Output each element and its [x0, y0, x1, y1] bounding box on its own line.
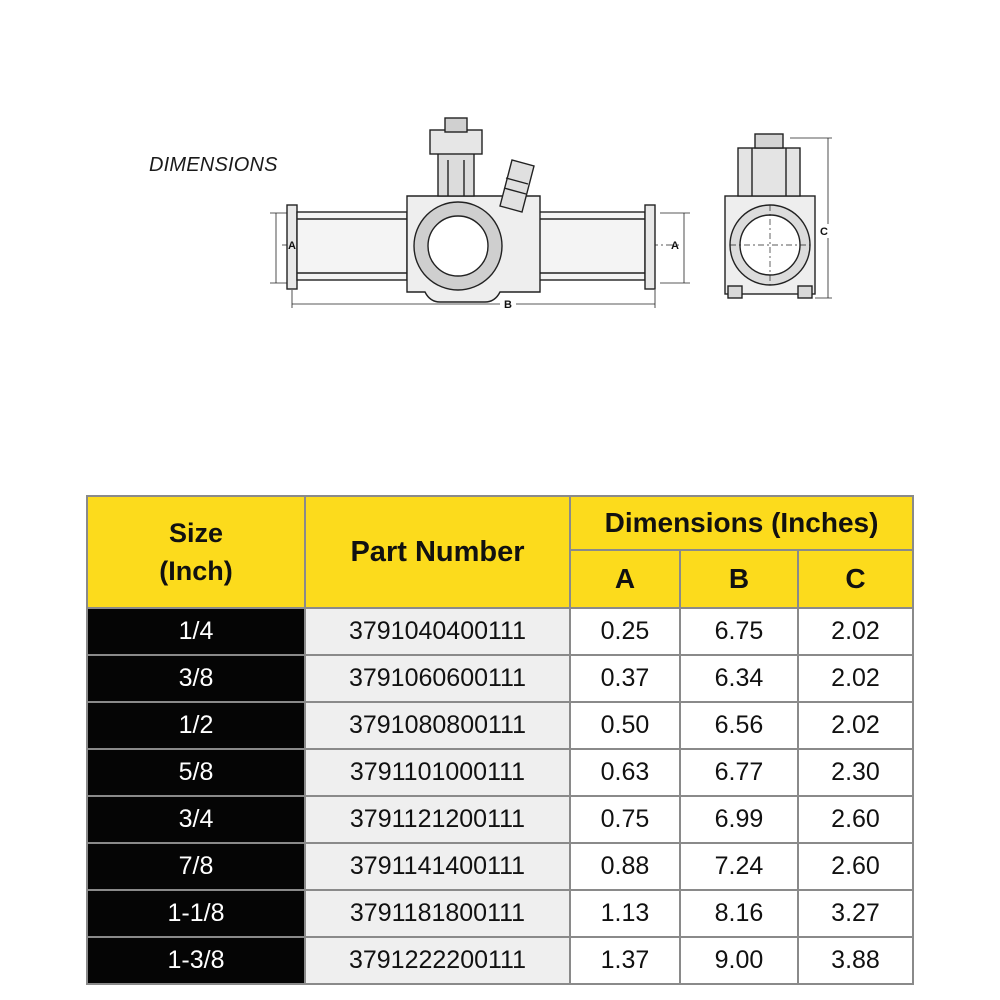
dim-a-cell: 0.37 — [570, 655, 680, 702]
dim-b-cell: 6.77 — [680, 749, 798, 796]
dim-b-cell: 8.16 — [680, 890, 798, 937]
dim-c-cell: 2.30 — [798, 749, 913, 796]
part-number-cell: 3791222200111 — [305, 937, 570, 984]
header-dim-c: C — [798, 550, 913, 608]
dim-b-cell: 6.34 — [680, 655, 798, 702]
size-cell: 3/4 — [87, 796, 305, 843]
dimensions-label: DIMENSIONS — [149, 154, 278, 176]
header-part-number: Part Number — [305, 496, 570, 608]
valve-dimension-drawing — [0, 0, 1000, 330]
dim-c-cell: 2.02 — [798, 608, 913, 655]
size-cell: 1/2 — [87, 702, 305, 749]
dim-a-cell: 0.75 — [570, 796, 680, 843]
size-cell: 1/4 — [87, 608, 305, 655]
table-row — [87, 937, 913, 984]
dim-a-cell: 1.13 — [570, 890, 680, 937]
dim-b-label: B — [504, 299, 512, 311]
dim-a-right-label: A — [671, 240, 679, 252]
size-cell: 7/8 — [87, 843, 305, 890]
part-number-cell: 3791080800111 — [305, 702, 570, 749]
dim-c-cell: 3.27 — [798, 890, 913, 937]
valve-end-view — [725, 134, 832, 298]
dim-a-cell: 0.88 — [570, 843, 680, 890]
header-dimensions: Dimensions (Inches) — [570, 496, 913, 550]
header-size-label: Size (Inch) — [159, 518, 233, 586]
part-number-cell: 3791121200111 — [305, 796, 570, 843]
dim-c-cell: 2.60 — [798, 843, 913, 890]
dim-b-cell: 6.99 — [680, 796, 798, 843]
header-dim-b: B — [680, 550, 798, 608]
dim-b-cell: 6.56 — [680, 702, 798, 749]
dim-c-cell: 3.88 — [798, 937, 913, 984]
dim-c-label: C — [820, 226, 828, 238]
table-row — [87, 749, 913, 796]
header-size — [87, 496, 305, 608]
dim-a-left-label: A — [288, 240, 296, 252]
dim-a-cell: 1.37 — [570, 937, 680, 984]
dim-a-cell: 0.25 — [570, 608, 680, 655]
part-number-cell: 3791101000111 — [305, 749, 570, 796]
dim-a-cell: 0.63 — [570, 749, 680, 796]
part-number-cell: 3791040400111 — [305, 608, 570, 655]
dim-b-cell: 9.00 — [680, 937, 798, 984]
dim-b-cell: 7.24 — [680, 843, 798, 890]
dim-a-cell: 0.50 — [570, 702, 680, 749]
table-row — [87, 796, 913, 843]
header-dim-a: A — [570, 550, 680, 608]
size-cell: 1-3/8 — [87, 937, 305, 984]
dim-b-cell: 6.75 — [680, 608, 798, 655]
table-row — [87, 608, 913, 655]
dimensions-table — [86, 495, 914, 985]
size-cell: 5/8 — [87, 749, 305, 796]
table-row — [87, 890, 913, 937]
size-cell: 1-1/8 — [87, 890, 305, 937]
table-row — [87, 655, 913, 702]
part-number-cell: 3791141400111 — [305, 843, 570, 890]
part-number-cell: 3791181800111 — [305, 890, 570, 937]
table-row — [87, 843, 913, 890]
dim-c-cell: 2.02 — [798, 655, 913, 702]
dim-c-cell: 2.02 — [798, 702, 913, 749]
valve-side-view — [270, 118, 690, 308]
dim-c-cell: 2.60 — [798, 796, 913, 843]
table-row — [87, 702, 913, 749]
size-cell: 3/8 — [87, 655, 305, 702]
part-number-cell: 3791060600111 — [305, 655, 570, 702]
